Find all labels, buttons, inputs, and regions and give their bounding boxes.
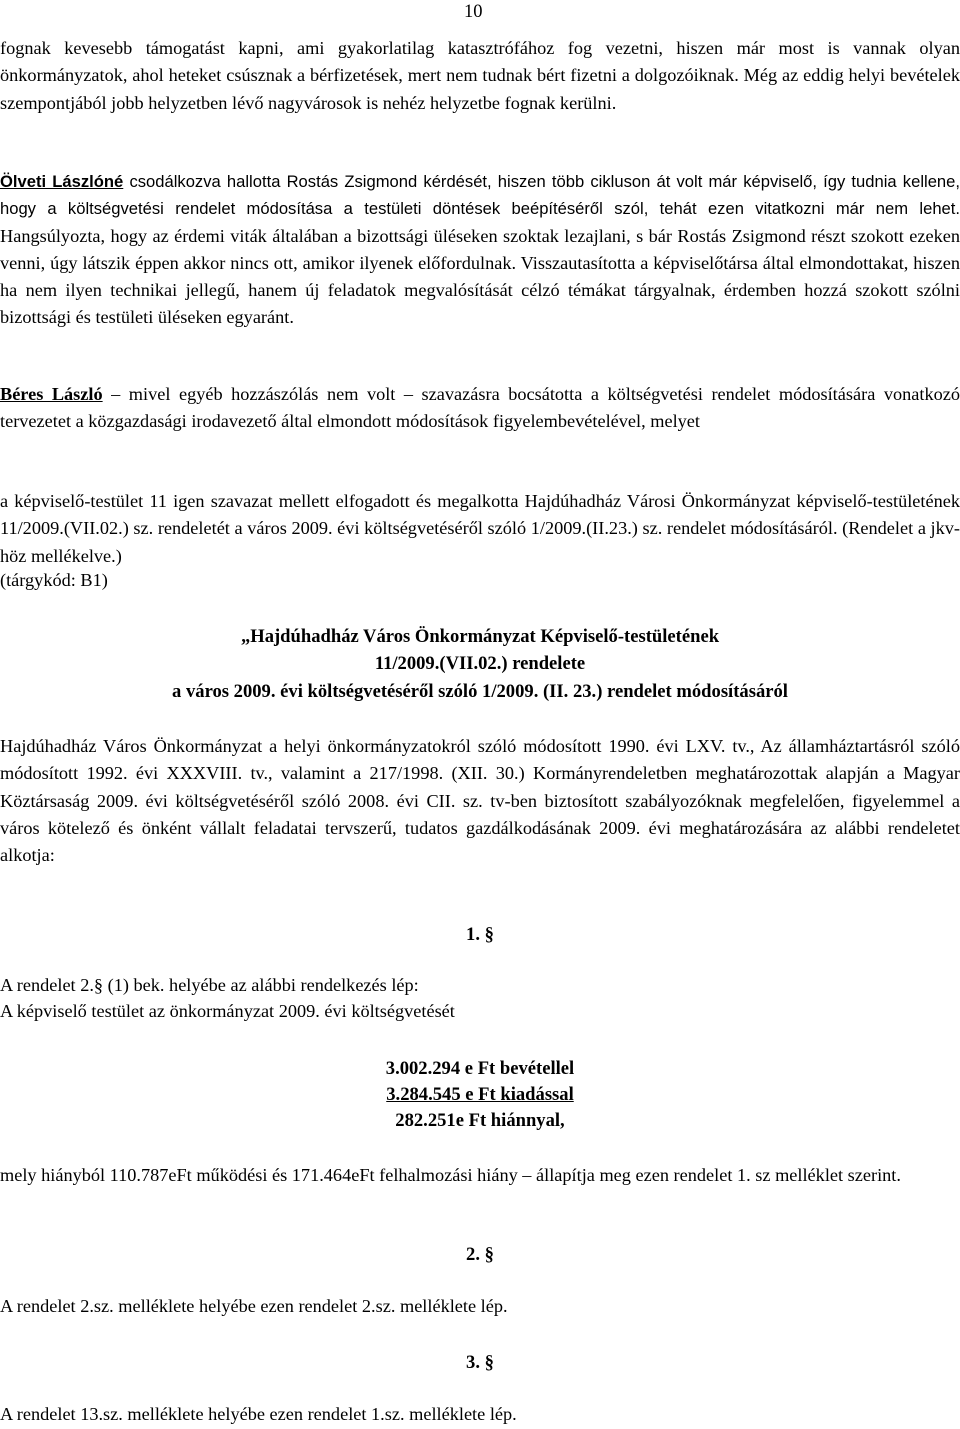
subject-code: (tárgykód: B1) bbox=[0, 570, 108, 590]
figure-deficit: 282.251e Ft hiánnyal, bbox=[395, 1110, 565, 1131]
speaker-text: – mivel egyéb hozzászólás nem volt – szavazásra bocsátotta a költségvetési rendelet módosítására vonatkozó tervezetet a közgazdasági irodavezető által elmondott módosítások figyelembevételével, melyet bbox=[0, 384, 960, 432]
section-1-line-1: A rendelet 2.§ (1) bek. helyébe az alábbi rendelkezés lép: bbox=[0, 975, 419, 995]
figure-expense bbox=[0, 1082, 960, 1108]
section-1-heading: 1. § bbox=[466, 924, 494, 945]
ordinance-title-line-3: a város 2009. évi költségvetéséről szóló 1/2009. (II. 23.) rendelet módosításáról bbox=[172, 680, 788, 702]
paragraph-decision: a képviselő-testület 11 igen szavazat mellett elfogadott és megalkotta Hajdúhadház Városi Önkormányzat képviselő-testületének 11/2009.(VII.02.) sz. rendeletét a város 2009. évi költségvetéséről szóló 1/2009.(II.23.) sz. rendelet módosításáról. (Rendelet a jkv-höz mellékelve.) bbox=[0, 491, 960, 566]
ordinance-title-line-1: „Hajdúhadház Város Önkormányzat Képviselő-testületének bbox=[240, 626, 720, 647]
paragraph-beres bbox=[0, 381, 960, 436]
section-1-after: mely hiányból 110.787eFt működési és 171.464eFt felhalmozási hiány – állapítja meg ezen rendelet 1. sz melléklet szerint. bbox=[0, 1165, 901, 1185]
preamble: Hajdúhadház Város Önkormányzat a helyi önkormányzatokról szóló módosított 1990. évi LXV. tv., Az államháztartásról szóló módosított 1992. évi XXXVIII. tv., valamint a 217/1998. (XII. 30.) Kormányrendeletben meghatározottak alapján a Magyar Köztársaság 2009. évi költségvetéséről szóló 2008. évi CII. sz. tv-ben biztosított szabályozóknak megfelelően, figyelemmel a város kötelező és önként vállalt feladatai tervszerű, tudatos gazdálkodásának 2009. évi meghatározására az alábbi rendeletet alkotja: bbox=[0, 736, 960, 866]
section-3-heading: 3. § bbox=[466, 1352, 494, 1373]
speaker-name: Ölveti Lászlóné bbox=[0, 172, 124, 191]
ordinance-title-line-2: 11/2009.(VII.02.) rendelete bbox=[374, 653, 586, 675]
section-1-line-2: A képviselő testület az önkormányzat 2009. évi költségvetését bbox=[0, 1001, 455, 1021]
speaker-text-serif: Hangsúlyozta, hogy az érdemi viták általában a bizottsági üléseken szoktak lezajlani, s bár Rostás Zsigmond részt szokott ezeken venni, úgy látszik éppen akkor nincs ott, amikor ilyenek előfordulnak. Visszautasította a képviselőtársa által elmondottakat, hiszen ha nem ilyen technikai jellegű, hanem új feladatok megvalósítását célzó témákat tárgyalnak, érdemben hozzá szokott szólni bizottsági és testületi üléseken egyaránt. bbox=[0, 225, 960, 328]
section-2-text: A rendelet 2.sz. melléklete helyébe ezen rendelet 2.sz. melléklete lép. bbox=[0, 1296, 508, 1316]
figure-expense-text: 3.284.545 e Ft kiadással bbox=[386, 1084, 574, 1105]
paragraph-intro: fognak kevesebb támogatást kapni, ami gyakorlatilag katasztrófához fog vezetni, hiszen már most is vannak olyan önkormányzatok, ahol heteket csúsznak a bérfizetések, mert nem tudnak bért fizetni a dolgozóiknak. Még az eddig helyi bevételek szempontjából jobb helyzetben lévő nagyvárosok is nehéz helyzetbe fognak kerülni. bbox=[0, 38, 960, 113]
paragraph-olveti bbox=[0, 168, 960, 332]
ordinance-title bbox=[0, 623, 960, 705]
section-2-heading: 2. § bbox=[466, 1244, 494, 1265]
speaker-text-sans: csodálkozva hallotta Rostás Zsigmond kérdését, hiszen több cikluson át volt már képviselő, így tudnia kellene, hogy a költségvetési rendelet módosítása a testületi döntések beépítéséről szól, tehát ezen vitatkozni már nem lehet. bbox=[0, 172, 960, 219]
page-number: 10 bbox=[464, 2, 483, 22]
section-3-text: A rendelet 13.sz. melléklete helyébe ezen rendelet 1.sz. melléklete lép. bbox=[0, 1404, 517, 1424]
figure-revenue: 3.002.294 e Ft bevétellel bbox=[385, 1058, 575, 1079]
speaker-name: Béres László bbox=[0, 384, 103, 404]
